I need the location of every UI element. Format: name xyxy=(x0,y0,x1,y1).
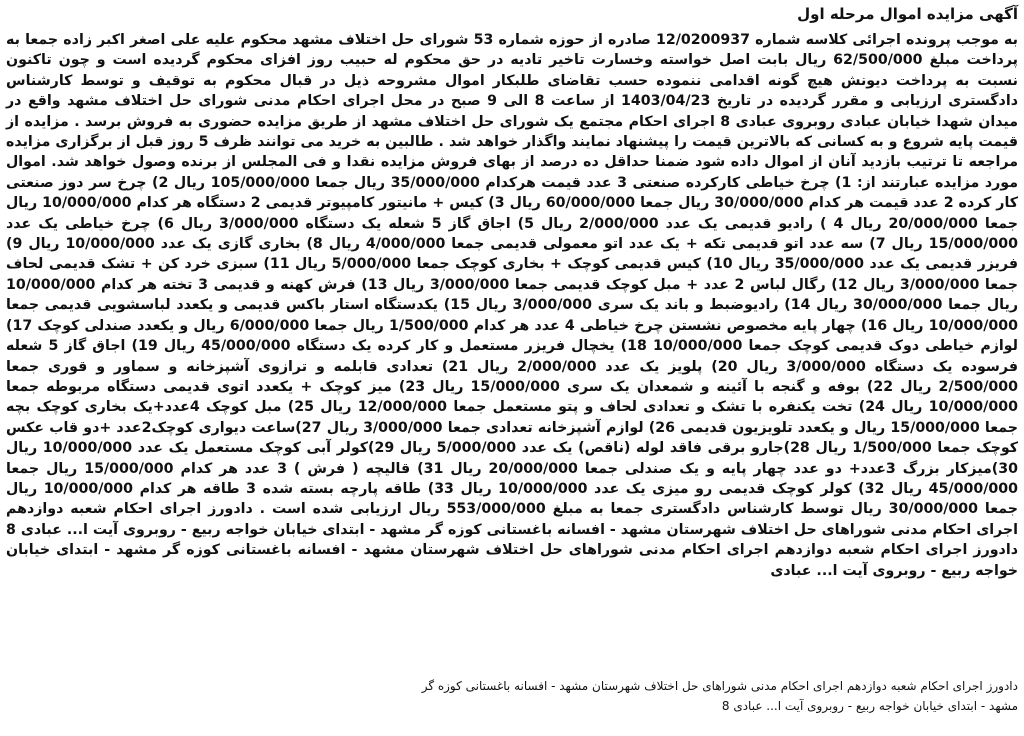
notice-title: آگهی مزایده اموال مرحله اول xyxy=(797,5,1018,23)
footer-officer-line: دادورز اجرای احکام شعبه دوازدهم اجرای احکام مدنی شوراهای حل اختلاف شهرستان مشهد - افسانه باغستانی کوزه گر xyxy=(421,679,1018,693)
notice-body: به موجب پرونده اجرائی کلاسه شماره 12/0200937 صادره از حوزه شماره 53 شورای حل اختلاف مشهد محکوم علیه علی اصغر اکبر زاده جمعا به پرداخت مبلغ 62/500/000 ریال بابت اصل خواسته وخسارت تاخیر تادیه در حق محکوم له حبیب روز افزای محکوم گردیده است و چون تاکنون نسبت به پرداخت دیونش هیچ گونه اقدامی ننموده حسب تقاضای طلبکار اموال مشروحه ذیل در قبال محکوم به توقیف و توسط کارشناس دادگستری ارزیابی و مقرر گردیده در تاریخ 1403/04/23 از ساعت 8 الی 9 صبح در محل اجرای احکام مدنی شورای حل اختلاف مشهد واقع در میدان شهدا خیابان عبادی روبروی عبادی 8 اجرای احکام مجتمع یک شورای حل اختلاف مشهد از طریق مزایده حضوری به فروش برسد . مزایده از قیمت پایه شروع و به کسانی که بالاترین قیمت را پیشنهاد نمایند واگذار خواهد شد . طالبین به خرید می توانند ظرف 5 روز قبل از برگزاری مزایده مراجعه تا ترتیب بازدید آنان از اموال داده شود ضمنا حداقل ده درصد از بهای فروش مزایده نقدا و فی المجلس از برنده وصول خواهد شد. اموال مورد مزایده عبارتند از: 1) چرخ خیاطی کارکرده صنعتی 3 عدد قیمت هرکدام 35/000/000 ریال جمعا 105/000/000 ریال 2) چرخ سر دوز صنعتی کار کرده 2 عدد قیمت هر کدام 30/000/000 ریال جمعا 60/000/000 ریال 3) کیس + مانیتور کامپیوتر قدیمی 2 دستگاه هر کدام 10/000/000 ریال جمعا 20/000/000 ریال 4 ) رادیو قدیمی یک عدد 2/000/000 ریال 5) اجاق گاز 5 شعله یک دستگاه 3/000/000 ریال 6) چرخ خیاطی یک عدد 15/000/000 ریال 7) سه عدد اتو قدیمی تکه + یک عدد اتو معمولی قدیمی جمعا 4/000/000 ریال 8) بخاری گازی یک عدد 10/000/000 ریال 9) فریزر قدیمی یک عدد 35/000/000 ریال 10) کیس قدیمی کوچک + بخاری کوچک جمعا 5/000/000 ریال 11) سبزی خرد کن + تشک قدیمی لحاف جمعا 3/000/000 ریال 12) رگال لباس 2 عدد + مبل کوچک قدیمی جمعا 3/000/000 ریال 13) فرش کهنه و قدیمی 3 تخته هر کدام 10/000/000 ریال جمعا 30/000/000 ریال 14) رادیوضبط و باند یک سری 3/000/000 ریال 15) یکدستگاه استار باکس قدیمی و یکعدد لباسشویی قدیمی جمعا 10/000/000 ریال 16) چهار پایه مخصوص نشستن چرخ خیاطی 4 عدد هر کدام 1/500/000 ریال جمعا 6/000/000 ریال و یکعدد صندلی کوچک 17) لوازم خیاطی دوک قدیمی کوچک جمعا 10/000/000 18) یخچال فریزر مستعمل و کار کرده یک دستگاه 45/000/000 ریال 19) اجاق گاز 5 شعله فرسوده یک دستگاه 3/000/000 ریال 20) پلویز یک عدد 2/000/000 ریال 21) تعدادی قابلمه و ترازوی آشپزخانه و سماور و قوری جمعا 2/500/000 ریال 22) بوفه و گنجه با آئینه و شمعدان یک سری 15/000/000 ریال 23) میز کوچک + یکعدد اتوی قدیمی دستگاه مربوطه جمعا 10/000/000 ریال 24) تخت یکنفره با تشک و تعدادی لحاف و پتو مستعمل جمعا 12/000/000 ریال 25) مبل کوچک 4عدد+یک بخاری کوچک بچه جمعا 15/000/000 ریال و یکعدد تلویزیون قدیمی 26) لوازم آشپزخانه تعدادی جمعا 3/000/000 ریال 27)ساعت دیواری کوچک2عدد +دو قاب عکس کوچک جمعا 1/500/000 ریال 28)جارو برقی فاقد لوله (ناقص) یک عدد 5/000/000 ریال 29)کولر آبی کوچک مستعمل یک عدد 10/000/000 ریال 30)میزکار بزرگ 3عدد+ دو عدد چهار پایه و یک صندلی جمعا 20/000/000 ریال 31) قالیچه ( فرش ) 3 عدد هر کدام 15/000/000 ریال جمعا 45/000/000 ریال 32) کولر کوچک قدیمی رو میزی یک عدد 10/000/000 ریال 33) طاقه پارچه بسته شده 3 طاقه هر کدام 10/000/000 ریال جمعا 30/000/000 ریال توسط کارشناس دادگستری جمعا به مبلغ 553/000/000 ریال ارزیابی شده است . دادورز اجرای احکام شعبه دوازدهم اجرای احکام مدنی شوراهای حل اختلاف شهرستان مشهد - افسانه باغستانی کوزه گر مشهد - ابتدای خیابان خواجه ربیع - روبروی آیت ا... عبادی 8 دادورز اجرای احکام شعبه دوازدهم اجرای احکام مدنی شوراهای حل اختلاف شهرستان مشهد - افسانه باغستانی کوزه گر مشهد - ابتدای خیابان خواجه ربیع - روبروی آیت ا... عبادی xyxy=(6,32,1019,579)
auction-notice xyxy=(6,4,1018,581)
notice-footer xyxy=(6,676,1018,716)
footer-address-line: مشهد - ابتدای خیابان خواجه ربیع - روبروی آیت ا... عبادی 8 xyxy=(721,699,1018,713)
